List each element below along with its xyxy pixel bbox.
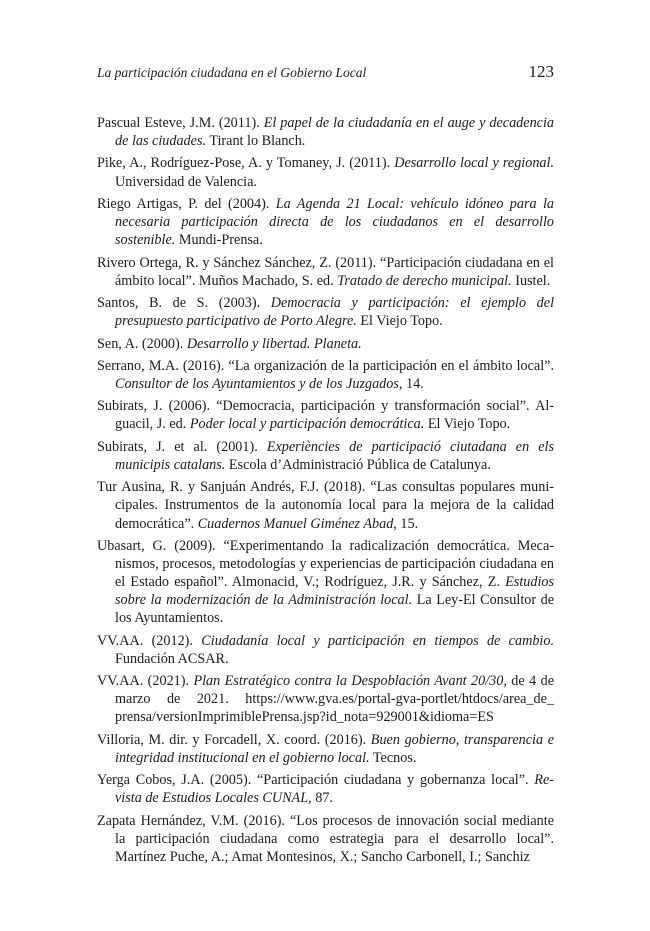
reference-text: Yerga Cobos, J.A. (2005). “Participación ciudadana y gobernanza local”. (97, 772, 535, 789)
reference-text: Santos, B. de S. (2003). (97, 295, 271, 312)
reference-title: El papel de la ciudadanía en el auge y decadencia de las ciudades. (115, 115, 555, 150)
reference-title: Democracia y participación: el ejemplo del presupuesto participativo de Porto Alegre. (115, 295, 555, 330)
page-number: 123 (528, 62, 554, 81)
reference-title: Consultor de los Ayuntamientos y de los Juzgados, (115, 376, 403, 392)
reference-text: Tur Ausina, R. y Sanjuán Andrés, F.J. (2018). “Las consultas populares municipales. Instrumentos de la autonomía local para la mejora de la calidad democrática”. (97, 479, 554, 532)
reference-text: Mundi-Prensa. (175, 232, 263, 249)
reference-entry (97, 397, 554, 433)
reference-entry (97, 335, 554, 353)
reference-text: La Ley-El Consultor de los Ayuntamientos. (115, 592, 555, 627)
reference-entry (97, 154, 554, 190)
reference-title: Revista de Estudios Locales CUNAL, (115, 772, 554, 807)
reference-text: Villoria, M. dir. y Forcadell, X. coord. (2016). (97, 731, 371, 748)
reference-title: Poder local y participación democrática. (189, 416, 425, 433)
reference-text: VV.AA. (2021). (97, 673, 194, 690)
reference-text: Ubasart, G. (2009). “Experimentando la radicalización democrática. Mecanismos, procesos, metodologías y experiencias de participación ciudadana en el Estado español”. Almonacid, V.; Rodríguez, J.R. y Sánchez, Z. (97, 537, 554, 591)
reference-text: 15. (396, 515, 419, 532)
reference-title: Ciudadanía local y participación en tiempos de cambio. (201, 632, 554, 649)
reference-text: Subirats, J. (2006). “Democracia, participación y transformación social”. Alguacil, J. ed. (97, 398, 554, 433)
reference-entry (97, 731, 554, 767)
reference-title: Buen gobierno, transparencia e integridad institucional en el gobierno local. (115, 731, 554, 766)
reference-title: Desarrollo local y regional. (394, 155, 555, 172)
reference-text: Serrano, M.A. (2016). “La organización de la participación en el ámbito local”. (97, 357, 554, 374)
reference-text: Sen, A. (2000). (97, 335, 187, 352)
reference-entry (97, 632, 554, 668)
reference-title: Estudios sobre la modernización de la Administración local. (115, 574, 554, 609)
running-title: La participación ciudadana en el Gobierno Local (97, 65, 367, 80)
reference-entry (97, 672, 554, 726)
reference-title: Desarrollo y libertad. Planeta. (186, 335, 362, 352)
reference-entry (97, 294, 554, 330)
reference-entry (97, 114, 554, 150)
reference-text: Zapata Hernández, V.M. (2016). “Los procesos de innovación social mediante la participación ciudadana como estrategia para el desarrollo local”. Martínez Puche, A.; Amat Montesinos, X.; Sancho Carbonell, I.; Sanchiz (97, 812, 554, 865)
reference-text: 14. (402, 376, 424, 392)
reference-entry (97, 438, 554, 474)
reference-entry (97, 254, 554, 290)
running-header (97, 64, 554, 84)
reference-text: Universidad de Valencia. (115, 173, 257, 190)
reference-entry (97, 478, 554, 532)
reference-text: El Viejo Topo. (356, 313, 443, 330)
reference-text: El Viejo Topo. (424, 416, 511, 433)
reference-entry (97, 537, 554, 627)
reference-text: Tecnos. (369, 749, 417, 766)
reference-text: Iustel. (511, 272, 551, 289)
reference-text: Rivero Ortega, R. y Sánchez Sánchez, Z. (2011). “Participación ciudadana en el ámbito local”. Muños Machado, S. ed. (97, 254, 554, 289)
reference-title: Cuadernos Manuel Giménez Abad, (197, 515, 397, 532)
reference-entry (97, 357, 554, 393)
reference-title: La Agenda 21 Local: vehículo idóneo para la necesaria participación directa de los ciudadanos en el desarrollo sostenible. (115, 195, 554, 249)
reference-text: de 4 de marzo de 2021. https://www.gva.es/portal-gva-portlet/htdocs/area_de_ prensa/versionImprimiblePrensa.jsp?id_nota=929001&idioma=ES (115, 673, 554, 726)
reference-text: Tirant lo Blanch. (206, 133, 306, 150)
reference-text: Escola d’Administració Pública de Catalunya. (225, 456, 491, 473)
reference-text: Pascual Esteve, J.M. (2011). (97, 115, 264, 131)
reference-text: Fundación ACSAR. (115, 650, 229, 667)
reference-entry (97, 812, 554, 866)
reference-text: Riego Artigas, P. del (2004). (97, 195, 276, 212)
reference-entry (97, 195, 554, 249)
reference-title: Experiències de participació ciutadana en els municipis catalans. (115, 438, 555, 473)
reference-entry (97, 771, 554, 807)
reference-text: VV.AA. (2012). (97, 632, 202, 649)
reference-text: 87. (311, 790, 333, 807)
reference-text: Subirats, J. et al. (2001). (97, 438, 267, 455)
reference-title: Plan Estratégico contra la Despoblación Avant 20/30, (193, 673, 507, 690)
reference-title: Tratado de derecho municipal. (337, 272, 512, 289)
reference-text: Pike, A., Rodríguez-Pose, A. y Tomaney, J. (2011). (97, 155, 395, 172)
bibliography-list (97, 114, 554, 870)
